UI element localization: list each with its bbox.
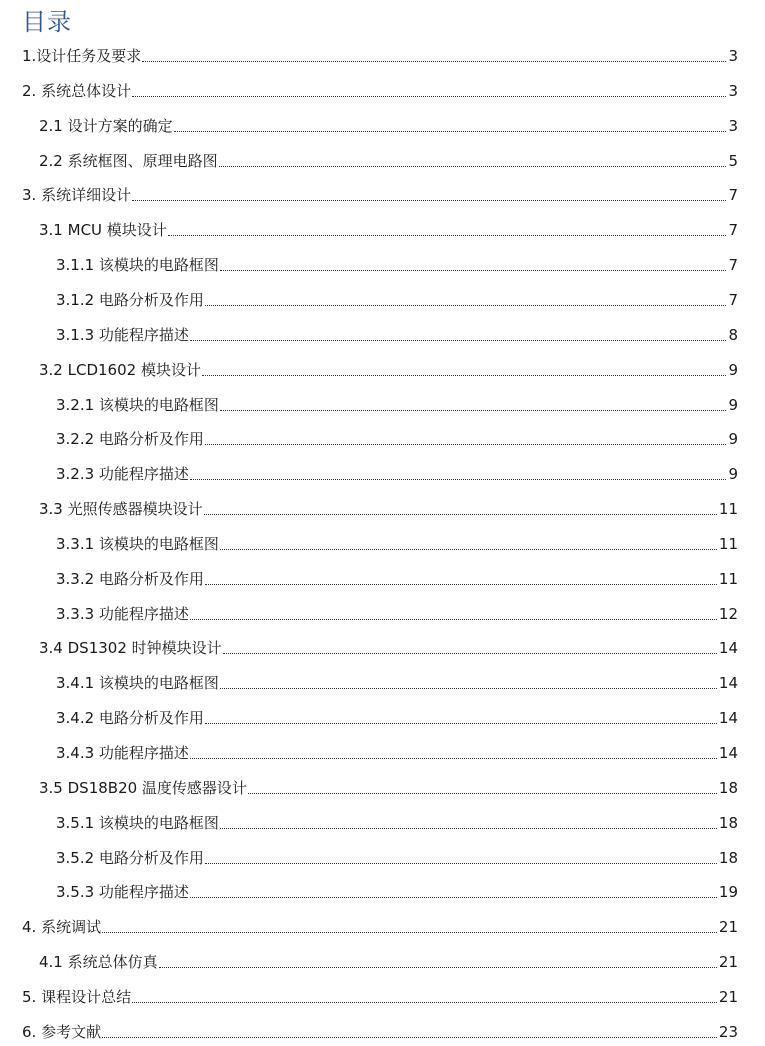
toc-entry-label: 3.1.2 电路分析及作用 xyxy=(56,290,204,309)
toc-entry-label: 3.4.3 功能程序描述 xyxy=(56,744,189,762)
toc-dot-leader xyxy=(205,444,727,445)
toc-entry-label: 3.5.3 功能程序描述 xyxy=(56,883,189,902)
toc-entry[interactable] xyxy=(56,462,738,486)
toc-entry-page-number: 21 xyxy=(718,918,738,937)
toc-entry-page-number: 18 xyxy=(718,813,738,832)
toc-entry-label: 6. 参考文献 xyxy=(22,1022,102,1041)
toc-entry-page-number: 3 xyxy=(728,81,738,100)
toc-entry-page-number: 23 xyxy=(718,1022,738,1041)
toc-heading: 目录 xyxy=(22,8,72,36)
toc-entry-page-number: 7 xyxy=(728,290,738,309)
toc-dot-leader xyxy=(132,96,726,97)
toc-dot-leader xyxy=(102,932,717,933)
toc-entry-page-number: 14 xyxy=(718,709,738,728)
toc-entry-page-number: 11 xyxy=(718,569,738,588)
toc-entry-label: 3.1 MCU 模块设计 xyxy=(39,221,167,240)
toc-dot-leader xyxy=(220,270,727,271)
toc-entry[interactable] xyxy=(22,183,738,207)
toc-dot-leader xyxy=(220,828,717,829)
toc-entry-page-number: 18 xyxy=(718,778,738,797)
toc-entry-page-number: 21 xyxy=(718,987,738,1006)
toc-dot-leader xyxy=(223,653,717,654)
toc-entry[interactable] xyxy=(22,1020,738,1044)
toc-entry-label: 3.3.2 电路分析及作用 xyxy=(56,569,204,588)
toc-entry-page-number: 14 xyxy=(718,744,738,762)
toc-entry-label: 3.2 LCD1602 模块设计 xyxy=(39,360,201,379)
toc-entry-label: 3.5.2 电路分析及作用 xyxy=(56,848,204,867)
toc-entry[interactable] xyxy=(56,393,738,417)
toc-entry-label: 3. 系统详细设计 xyxy=(22,186,132,205)
toc-entry-label: 3.4 DS1302 时钟模块设计 xyxy=(39,639,222,658)
toc-dot-leader xyxy=(142,61,726,62)
toc-entry[interactable] xyxy=(56,706,738,730)
toc-entry[interactable] xyxy=(56,323,738,347)
toc-dot-leader xyxy=(190,479,727,480)
toc-entry[interactable] xyxy=(56,427,738,451)
toc-entry-page-number: 14 xyxy=(718,639,738,658)
toc-dot-leader xyxy=(190,897,717,898)
toc-entry-label: 2.2 系统框图、原理电路图 xyxy=(39,151,218,170)
toc-entry-label: 3.5.1 该模块的电路框图 xyxy=(56,813,219,832)
toc-entry[interactable] xyxy=(22,915,738,939)
toc-dot-leader xyxy=(219,166,727,167)
toc-dot-leader xyxy=(132,1002,717,1003)
toc-entry[interactable] xyxy=(39,776,738,800)
toc-dot-leader xyxy=(205,863,717,864)
toc-entry[interactable] xyxy=(56,567,738,591)
toc-dot-leader xyxy=(132,200,726,201)
toc-dot-leader xyxy=(202,375,727,376)
toc-entry-page-number: 9 xyxy=(728,395,738,414)
toc-entry-page-number: 14 xyxy=(718,674,738,693)
toc-entry[interactable] xyxy=(39,636,738,660)
toc-entry-label: 3.2.3 功能程序描述 xyxy=(56,465,189,484)
toc-entry[interactable] xyxy=(56,671,738,695)
toc-dot-leader xyxy=(159,967,717,968)
toc-entry[interactable] xyxy=(22,44,738,68)
toc-entry[interactable] xyxy=(39,950,738,974)
toc-entry-label: 4.1 系统总体仿真 xyxy=(39,953,158,972)
toc-entry[interactable] xyxy=(56,602,738,626)
toc-dot-leader xyxy=(190,758,717,759)
toc-entry-label: 2.1 设计方案的确定 xyxy=(39,116,173,135)
toc-entry-label: 2. 系统总体设计 xyxy=(22,81,132,100)
toc-entry-label: 3.3.1 该模块的电路框图 xyxy=(56,534,219,553)
toc-entry[interactable] xyxy=(39,358,738,382)
toc-entry[interactable] xyxy=(39,149,738,173)
toc-dot-leader xyxy=(204,514,717,515)
toc-entry[interactable] xyxy=(22,985,738,1009)
toc-dot-leader xyxy=(220,410,727,411)
toc-dot-leader xyxy=(205,305,727,306)
toc-entry-label: 3.5 DS18B20 温度传感器设计 xyxy=(39,778,247,797)
toc-entry-label: 3.3.3 功能程序描述 xyxy=(56,604,189,623)
toc-entry-label: 4. 系统调试 xyxy=(22,918,102,937)
toc-entry[interactable] xyxy=(39,497,738,521)
toc-dot-leader xyxy=(174,131,727,132)
toc-entry-page-number: 19 xyxy=(718,883,738,902)
toc-entry[interactable] xyxy=(56,846,738,870)
toc-dot-leader xyxy=(220,549,717,550)
toc-entry-label: 3.3 光照传感器模块设计 xyxy=(39,500,203,519)
toc-entry[interactable] xyxy=(22,79,738,103)
toc-entry-page-number: 9 xyxy=(728,465,738,484)
toc-entry[interactable] xyxy=(56,741,738,765)
toc-entry-label: 1.设计任务及要求 xyxy=(22,47,142,65)
toc-entry-label: 3.2.2 电路分析及作用 xyxy=(56,430,204,449)
toc-entry-page-number: 7 xyxy=(728,186,738,205)
toc-entry[interactable] xyxy=(39,114,738,138)
toc-entry-page-number: 8 xyxy=(728,325,738,344)
toc-dot-leader xyxy=(102,1037,717,1038)
toc-entry-page-number: 9 xyxy=(728,360,738,379)
toc-entry[interactable] xyxy=(56,880,738,904)
toc-dot-leader xyxy=(220,688,717,689)
toc-entry-page-number: 12 xyxy=(718,604,738,623)
toc-dot-leader xyxy=(190,619,717,620)
toc-entry-page-number: 3 xyxy=(728,116,738,135)
toc-entry-page-number: 9 xyxy=(728,430,738,449)
toc-dot-leader xyxy=(248,793,717,794)
toc-entry-page-number: 7 xyxy=(728,221,738,240)
toc-entry-page-number: 21 xyxy=(718,953,738,972)
toc-dot-leader xyxy=(168,235,727,236)
toc-entry-label: 3.2.1 该模块的电路框图 xyxy=(56,395,219,414)
toc-entry-page-number: 11 xyxy=(718,500,738,519)
toc-entry[interactable] xyxy=(56,253,738,277)
toc-entry-label: 3.1.1 该模块的电路框图 xyxy=(56,256,219,275)
toc-entry[interactable] xyxy=(56,532,738,556)
toc-entry-page-number: 18 xyxy=(718,848,738,867)
toc-dot-leader xyxy=(205,723,717,724)
toc-dot-leader xyxy=(190,340,727,341)
toc-entry-label: 5. 课程设计总结 xyxy=(22,987,132,1006)
toc-entry[interactable] xyxy=(56,811,738,835)
toc-entry-label: 3.1.3 功能程序描述 xyxy=(56,325,189,344)
toc-entry-page-number: 3 xyxy=(728,47,738,65)
toc-dot-leader xyxy=(205,584,717,585)
toc-entry-label: 3.4.1 该模块的电路框图 xyxy=(56,674,219,693)
toc-entry-page-number: 7 xyxy=(728,256,738,275)
toc-entry-page-number: 11 xyxy=(718,534,738,553)
toc-entry-label: 3.4.2 电路分析及作用 xyxy=(56,709,204,728)
toc-entry[interactable] xyxy=(39,218,738,242)
toc-entry[interactable] xyxy=(56,288,738,312)
toc-entry-page-number: 5 xyxy=(728,151,738,170)
